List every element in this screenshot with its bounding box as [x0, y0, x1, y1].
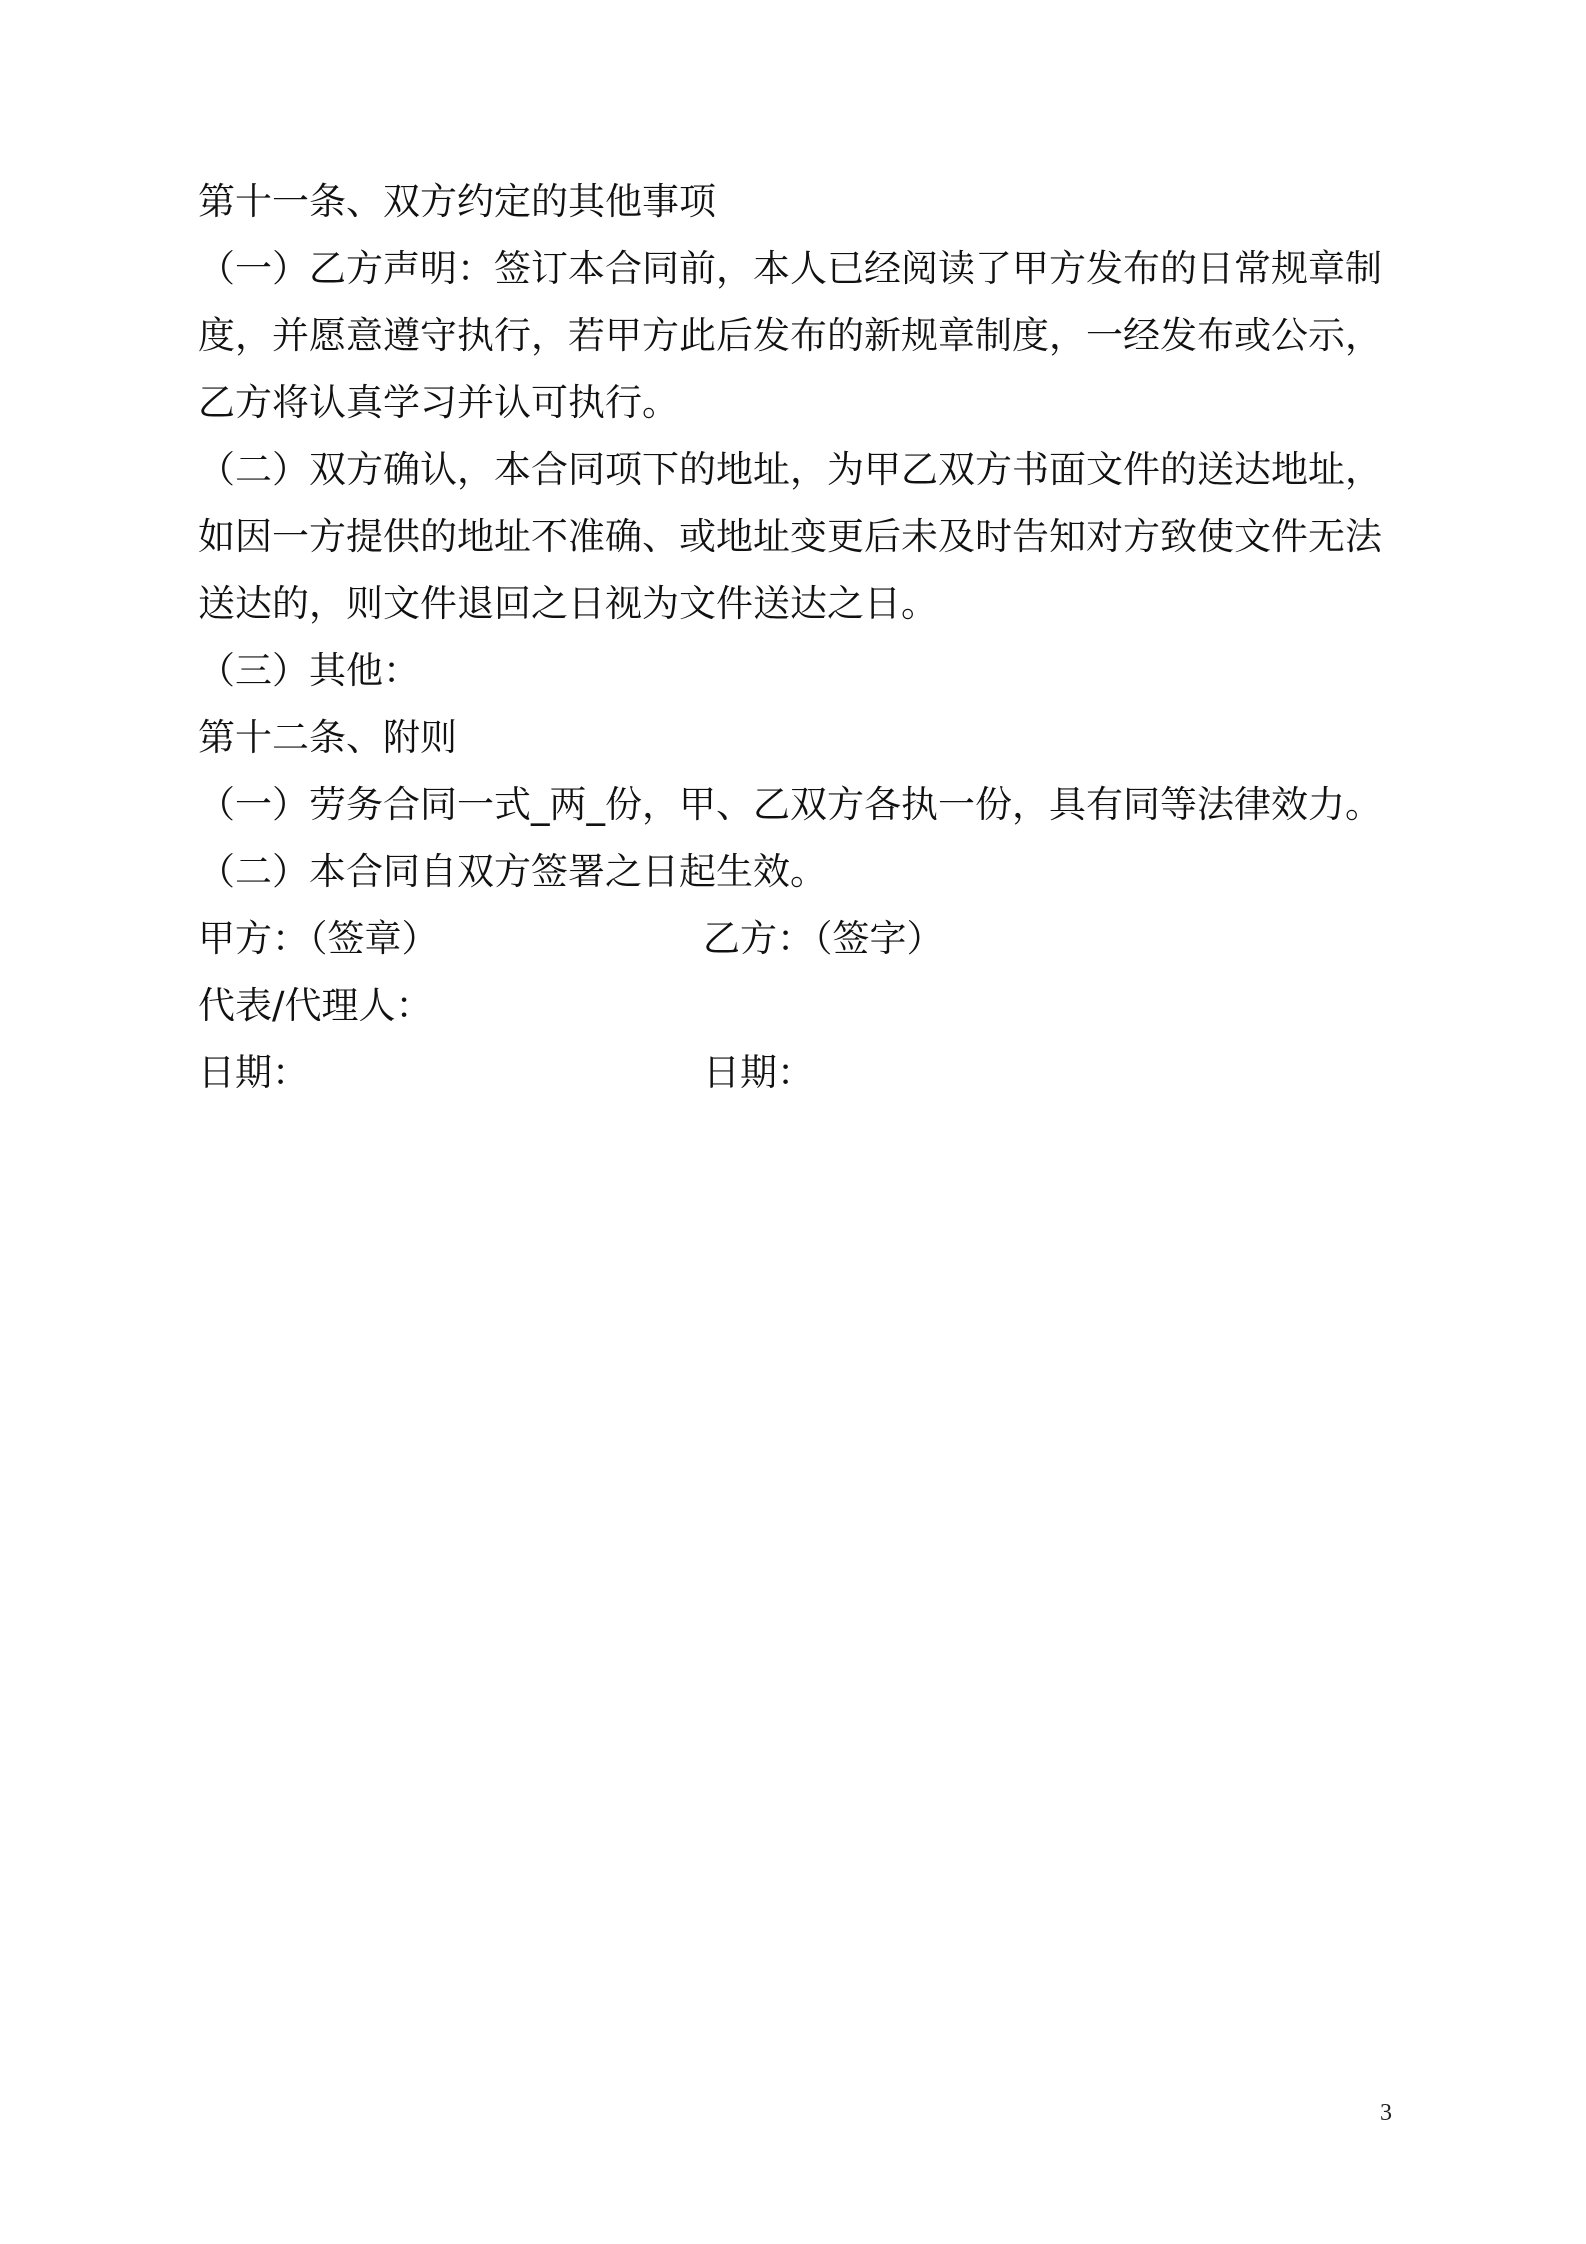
- representative-label: 代表/代理人：: [198, 984, 433, 1027]
- article-12-title: 第十二条、附则: [198, 716, 457, 759]
- article-11-line-3: 乙方将认真学习并认可执行。: [198, 381, 679, 424]
- article-12-line-2: （二）本合同自双方签署之日起生效。: [198, 850, 827, 893]
- party-b-label: 乙方：（签字）: [703, 917, 944, 960]
- date-a-label: 日期：: [198, 1051, 309, 1094]
- article-12-line-1: （一）劳务合同一式_两_份，甲、乙双方各执一份，具有同等法律效力。: [198, 783, 1382, 826]
- article-11-line-5: 如因一方提供的地址不准确、或地址变更后未及时告知对方致使文件无法: [198, 515, 1382, 558]
- date-b-label: 日期：: [703, 1051, 814, 1094]
- signature-row-representative: [198, 972, 1398, 1039]
- page-number: 3: [1380, 2100, 1392, 2126]
- article-11: [198, 168, 1398, 704]
- article-11-line-7: （三）其他：: [198, 649, 420, 692]
- article-11-title: 第十一条、双方约定的其他事项: [198, 180, 716, 223]
- signature-row-parties: [198, 905, 1398, 972]
- article-11-line-4: （二）双方确认，本合同项下的地址，为甲乙双方书面文件的送达地址，: [198, 448, 1382, 491]
- article-11-line-6: 送达的，则文件退回之日视为文件送达之日。: [198, 582, 938, 625]
- article-11-line-2: 度，并愿意遵守执行，若甲方此后发布的新规章制度，一经发布或公示，: [198, 314, 1382, 357]
- article-12: [198, 704, 1398, 905]
- article-11-line-1: （一）乙方声明：签订本合同前，本人已经阅读了甲方发布的日常规章制: [198, 247, 1382, 290]
- signature-row-dates: [198, 1039, 1398, 1106]
- signature-block: [198, 905, 1398, 1106]
- party-a-label: 甲方：（签章）: [198, 917, 439, 960]
- contract-body: [198, 168, 1398, 1106]
